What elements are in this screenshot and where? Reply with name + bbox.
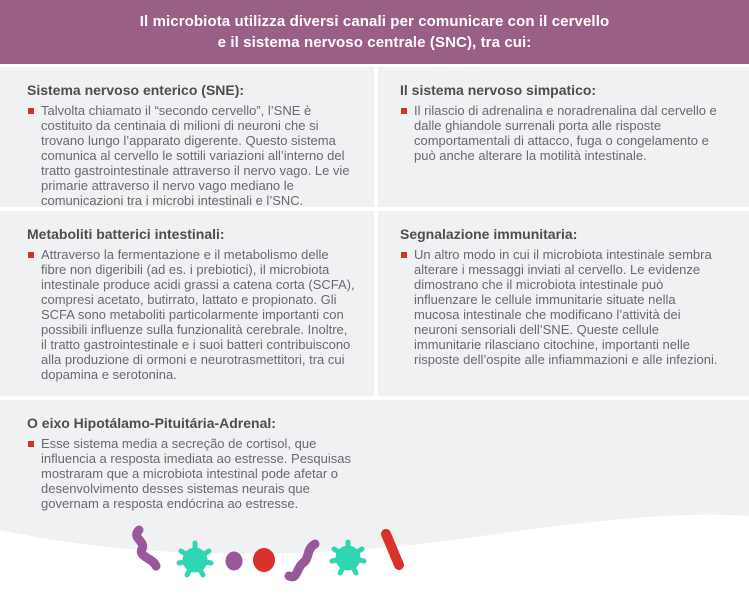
section-heading: Sistema nervoso enterico (SNE):: [27, 82, 245, 98]
section-body: Esse sistema media a secreção de cortisol, que influencia a resposta imediata ao estresse. Pesquisas mostraram que a microbiota intestinal pode afetar o desenvolvimento desses sistemas neurais que governam a resposta endócrina ao estresse.: [41, 436, 352, 511]
small-round-microbe-icon: [226, 552, 243, 571]
bullet-item: [27, 436, 731, 511]
squiggle-microbe-icon: [137, 530, 156, 566]
bullet-square-icon: [28, 441, 34, 447]
section-body: Il rilascio di adrenalina e noradrenalina dal cervello e dalle ghiandole surrenali porta alle risposte comportamentali di attacco, fuga o congelamento e può anche alterare la motilità intestinale.: [414, 103, 717, 163]
spiky-virus-icon: [179, 543, 211, 575]
bullet-item: [27, 103, 356, 208]
round-microbe-icon: [253, 548, 275, 572]
section-body: Un altro modo in cui il microbiota intestinale sembra alterare i messaggi inviati al cervello. Le evidenze dimostrano che il microbiota intestinale può influenzare le cellule immunitarie situate nella mucosa intestinale che modificano l’attività dei neuroni sensoriali dell’SNE. Queste cellule immunitarie rilasciano citochine, importanti nelle risposte dell’ospite alle infiammazioni e alle infezioni.: [414, 247, 718, 367]
squiggle-microbe-icon: [289, 544, 315, 577]
section-body: Talvolta chiamato il “secondo cervello”, l’SNE è costituito da centinaia di milioni di neuroni che si trovano lungo l’apparato digerente. Questo sistema comunica al cervello le sottili variazioni all’interno del tratto gastrointestinale attraverso il nervo vago. Le vie primarie attraverso il nervo vago mediano le comunicazioni tra i microbi intestinali e l’SNC.: [41, 103, 350, 208]
section-body: Attraverso la fermentazione e il metabolismo delle fibre non digeribili (ad es. i prebiotici), il microbiota intestinale produce acidi grassi a catena corta (SCFA), compresi acetato, butirrato, lattato e propionato. Gli SCFA sono metaboliti particolarmente importanti con possibili influenze sulla funzionalità cerebrale. Inoltre, il tratto gastrointestinale e i suoi batteri contribuiscono alla produzione di ormoni e neurotrasmettitori, tra cui dopamina e serotonina.: [41, 247, 355, 382]
section-bacterial-metabolites: [0, 211, 374, 396]
title-banner: [0, 0, 749, 64]
banner-title-line1: Il microbiota utilizza diversi canali per comunicare con il cervello: [139, 13, 610, 30]
section-heading: Metaboliti batterici intestinali:: [27, 226, 225, 242]
section-enteric-nervous-system: [0, 67, 374, 207]
bullet-square-icon: [28, 108, 34, 114]
bullet-square-icon: [28, 252, 34, 258]
bullet-square-icon: [401, 252, 407, 258]
section-sympathetic-nervous-system: [378, 67, 749, 207]
spiky-virus-icon: [332, 542, 364, 573]
bullet-item: [400, 103, 723, 163]
microbes-decoration: [118, 518, 418, 593]
section-immune-signaling: [378, 211, 749, 396]
section-heading: Il sistema nervoso simpatico:: [400, 82, 597, 98]
rod-bacillus-icon: [386, 534, 399, 565]
bullet-item: [27, 247, 356, 382]
section-heading: Segnalazione immunitaria:: [400, 226, 578, 242]
bullet-item: [400, 247, 723, 367]
section-heading: O eixo Hipotálamo-Pituitária-Adrenal:: [27, 415, 276, 431]
banner-title-line2: e il sistema nervoso centrale (SNC), tra cui:: [217, 34, 532, 51]
bullet-square-icon: [401, 108, 407, 114]
